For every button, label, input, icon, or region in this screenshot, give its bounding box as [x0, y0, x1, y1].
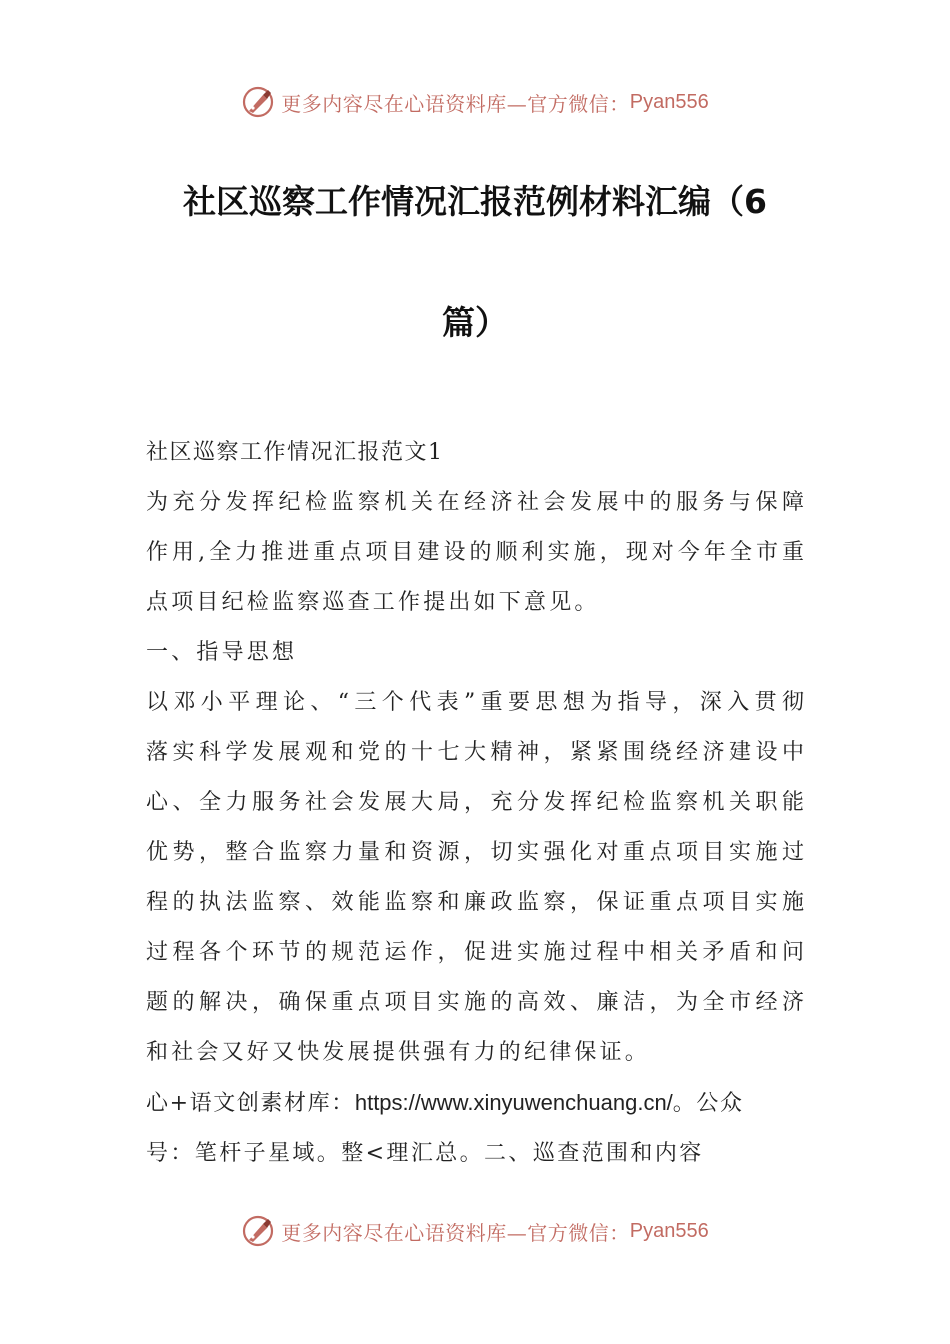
banner-text: 更多内容尽在心语资料库—官方微信： [281, 91, 630, 116]
intro-line-1: 为充分发挥纪检监察机关在经济社会发展中的服务与保障 [146, 490, 806, 515]
body-line-7: 题的解决，确保重点项目实施的高效、廉洁，为全市经济 [146, 990, 806, 1015]
ad-line-2: 号：笔杆子星域。整<理汇总。二、巡查范围和内容 [146, 1141, 704, 1166]
intro-line-3: 点项目纪检监察巡查工作提出如下意见。 [146, 590, 600, 615]
body-line-4: 优势，整合监察力量和资源，切实强化对重点项目实施过 [146, 840, 806, 865]
document-body [146, 428, 806, 1179]
footer-banner [0, 1211, 950, 1251]
ad-url-link[interactable]: https://www.xinyuwenchuang.cn/ [354, 1090, 673, 1115]
body-line-5: 程的执法监察、效能监察和廉政监察，保证重点项目实施 [146, 890, 806, 915]
banner-wechat-handle: Pyan556 [629, 90, 709, 113]
document-title-line-2: 篇） [442, 303, 508, 342]
pen-nib-logo-icon [241, 85, 275, 119]
section-title: 社区巡察工作情况汇报范文1 [146, 440, 444, 465]
body-line-6: 过程各个环节的规范运作，促进实施过程中相关矛盾和问 [146, 940, 806, 965]
body-line-3: 心、全力服务社会发展大局，充分发挥纪检监察机关职能 [146, 790, 806, 815]
body-line-2: 落实科学发展观和党的十七大精神，紧紧围绕经济建设中 [146, 740, 806, 765]
pen-nib-logo-icon [241, 1214, 275, 1248]
banner-wechat-handle: Pyan556 [629, 1219, 709, 1242]
header-banner [0, 82, 950, 122]
intro-line-2: 作用,全力推进重点项目建设的顺利实施，现对今年全市重 [146, 540, 806, 565]
ad-line-1-prefix: 心+语文创素材库： [146, 1091, 355, 1116]
document-title-line-1: 社区巡察工作情况汇报范例材料汇编（6 [183, 182, 767, 221]
ad-line-1 [146, 1078, 806, 1129]
ad-line-1-suffix: 。公众 [672, 1091, 744, 1116]
body-line-8: 和社会又好又快发展提供强有力的纪律保证。 [146, 1040, 651, 1065]
banner-text: 更多内容尽在心语资料库—官方微信： [281, 1220, 630, 1245]
heading-guiding-thought: 一、指导思想 [146, 640, 298, 665]
body-line-1: 以邓小平理论、“三个代表”重要思想为指导，深入贯彻 [146, 690, 806, 715]
